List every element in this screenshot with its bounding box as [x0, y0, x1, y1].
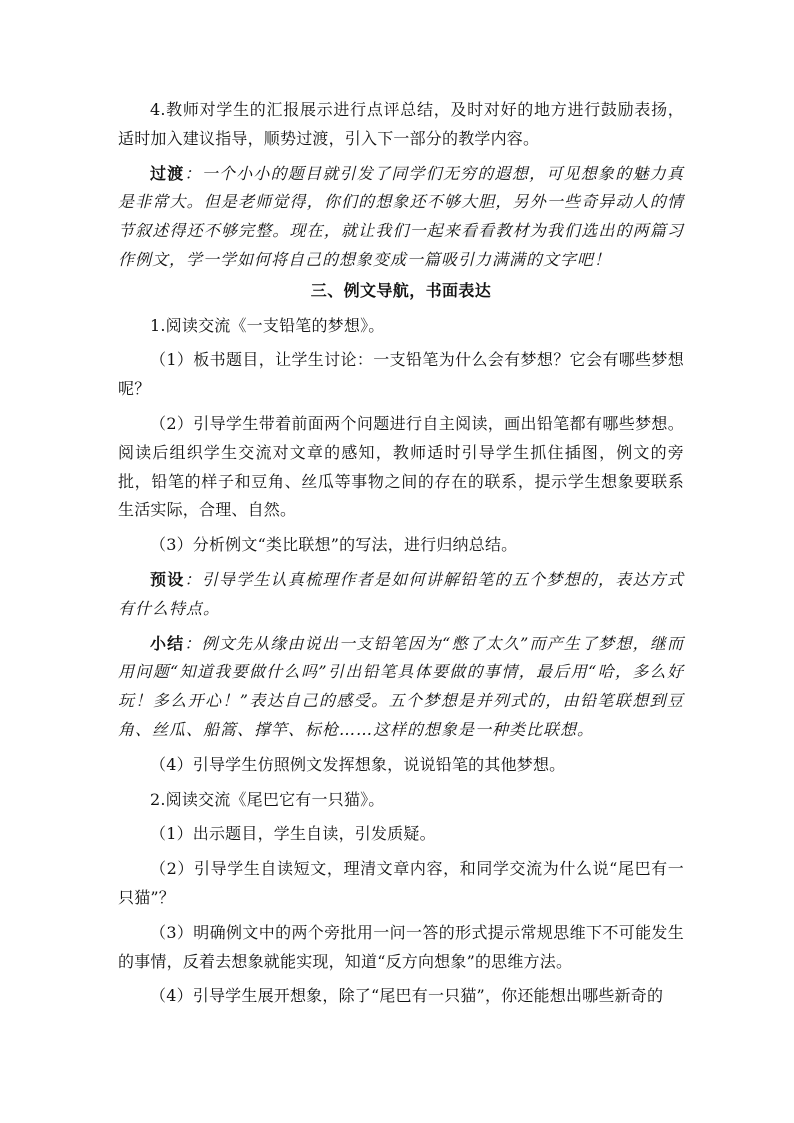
paragraph-transition [118, 160, 684, 275]
item-tail-step-2: （2）引导学生自读短文，理清文章内容，和同学交流为什么说“尾巴有一只猫”？ [118, 859, 684, 907]
item-tail-step-1: （1）出示题目，学生自读，引发质疑。 [150, 824, 436, 844]
item-pencil-step-4: （4）引导学生仿照例文发挥想象，说说铅笔的其他梦想。 [150, 754, 566, 774]
item-read-tail-cat: 2.阅读交流《尾巴它有一只猫》。 [150, 789, 385, 809]
item-pencil-step-2: （2）引导学生带着前面两个问题进行自主阅读，画出铅笔都有哪些梦想。阅读后组织学生交流对文章的感知，教师适时引导学生抓住插图，例文的旁批，铅笔的样子和豆角、丝瓜等事物之间的存在的联系，提示学生想象要联系生活实际，合理、自然。 [118, 413, 684, 520]
preset-label: 预设 [150, 569, 185, 589]
transition-label: 过渡 [150, 163, 185, 183]
section-heading: 三、例文导航，书面表达 [310, 280, 492, 300]
transition-text: ：一个小小的题目就引发了同学们无穷的遐想，可见想象的魅力真是非常大。但是老师觉得，你们的想象还不够大胆，另外一些奇异动人的情节叙述得还不够完整。现在，就让我们一起来看看教材为我们选出的两篇习作例文，学一学如何将自己的想象变成一篇吸引力满满的文字吧！ [118, 163, 684, 269]
summary-text: ：例文先从缘由说出一支铅笔因为“憋了太久”而产生了梦想，继而用问题“知道我要做什么吗”引出铅笔具体要做的事情，最后用“哈，多么好玩！多么开心！”表达自己的感受。五个梦想是并列式的，由铅笔联想到豆角、丝瓜、船篙、撑竿、标枪……这样的想象是一种类比联想。 [118, 633, 684, 739]
paragraph-summary [118, 630, 684, 745]
item-tail-step-3: （3）明确例文中的两个旁批用一问一答的形式提示常规思维下不可能发生的事情，反着去想象就能实现，知道“反方向想象”的思维方法。 [118, 922, 684, 971]
paragraph-teacher-summary: 4.教师对学生的汇报展示进行点评总结，及时对好的地方进行鼓励表扬，适时加入建议指导，顺势过渡，引入下一部分的教学内容。 [118, 100, 684, 148]
item-tail-step-4: （4）引导学生展开想象，除了“尾巴有一只猫”，你还能想出哪些新奇的 [150, 986, 664, 1006]
document-body [118, 96, 684, 1011]
preset-text: ：引导学生认真梳理作者是如何讲解铅笔的五个梦想的，表达方式有什么特点。 [118, 569, 684, 618]
summary-label: 小结 [150, 633, 185, 653]
paragraph-preset [118, 566, 684, 624]
item-read-pencil-dream: 1.阅读交流《一支铅笔的梦想》。 [150, 315, 385, 335]
item-pencil-step-3: （3）分析例文“类比联想”的写法，进行归纳总结。 [150, 535, 518, 555]
item-pencil-step-1: （1）板书题目，让学生讨论：一支铅笔为什么会有梦想？它会有哪些梦想呢？ [118, 350, 684, 399]
